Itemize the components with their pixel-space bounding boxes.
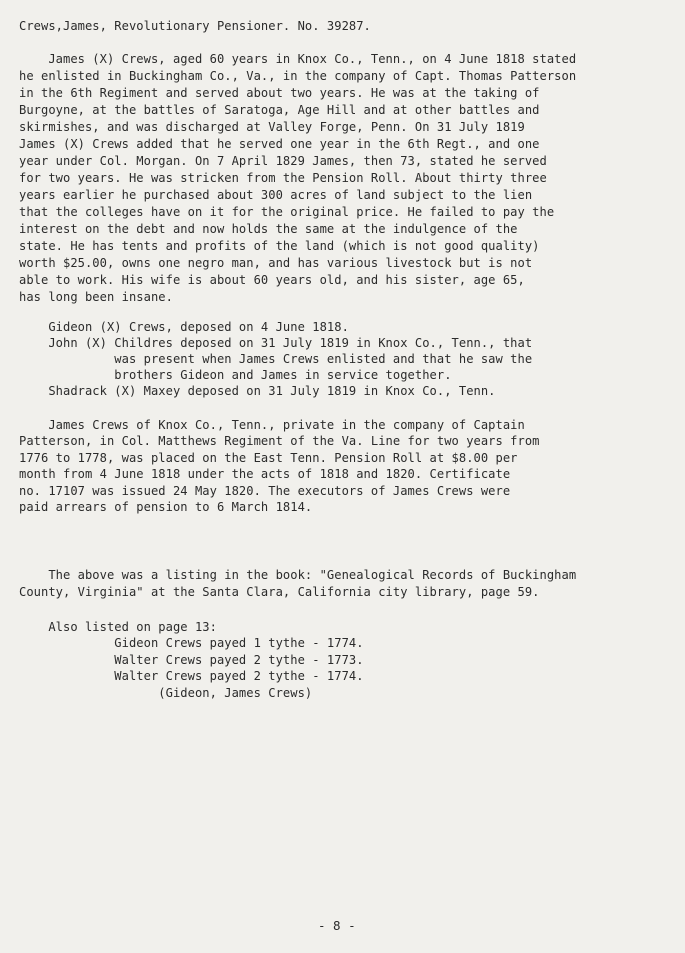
- text-line: interest on the debt and now holds the same at the indulgence of the: [19, 222, 518, 236]
- text-line: no. 17107 was issued 24 May 1820. The executors of James Crews were: [19, 484, 511, 498]
- text-line: year under Col. Morgan. On 7 April 1829 James, then 73, stated he served: [19, 154, 547, 168]
- text-line: that the colleges have on it for the original price. He failed to pay the: [19, 205, 555, 219]
- text-line: skirmishes, and was discharged at Valley Forge, Penn. On 31 July 1819: [19, 120, 525, 134]
- list-item: Walter Crews payed 2 tythe - 1774.: [19, 669, 364, 683]
- text-line: James (X) Crews added that he served one year in the 6th Regt., and one: [19, 137, 540, 151]
- text-line: years earlier he purchased about 300 acres of land subject to the lien: [19, 188, 533, 202]
- text-line: James Crews of Knox Co., Tenn., private in the company of Captain: [19, 418, 525, 432]
- text-line: Burgoyne, at the battles of Saratoga, Age Hill and at other battles and: [19, 103, 540, 117]
- deposition-item: Gideon (X) Crews, deposed on 4 June 1818.: [19, 320, 349, 334]
- text-line: he enlisted in Buckingham Co., Va., in the company of Capt. Thomas Patterson: [19, 69, 577, 83]
- text-line: worth $25.00, owns one negro man, and has various livestock but is not: [19, 256, 533, 270]
- text-line: for two years. He was stricken from the Pension Roll. About thirty three: [19, 171, 547, 185]
- list-heading: Also listed on page 13:: [19, 620, 217, 634]
- deposition-item: was present when James Crews enlisted and that he saw the: [19, 352, 533, 366]
- deposition-item: John (X) Childres deposed on 31 July 1819 in Knox Co., Tenn., that: [19, 336, 533, 350]
- text-line: paid arrears of pension to 6 March 1814.: [19, 500, 313, 514]
- list-item: (Gideon, James Crews): [19, 686, 313, 700]
- text-line: County, Virginia" at the Santa Clara, California city library, page 59.: [19, 585, 540, 599]
- deposition-item: brothers Gideon and James in service together.: [19, 368, 452, 382]
- text-line: has long been insane.: [19, 290, 173, 304]
- text-line: The above was a listing in the book: "Genealogical Records of Buckingham: [19, 568, 577, 582]
- page-number: - 8 -: [318, 918, 356, 933]
- list-item: Walter Crews payed 2 tythe - 1773.: [19, 653, 364, 667]
- text-line: able to work. His wife is about 60 years old, and his sister, age 65,: [19, 273, 525, 287]
- text-line: 1776 to 1778, was placed on the East Tenn. Pension Roll at $8.00 per: [19, 451, 518, 465]
- deposition-item: Shadrack (X) Maxey deposed on 31 July 1819 in Knox Co., Tenn.: [19, 384, 496, 398]
- text-line: in the 6th Regiment and served about two years. He was at the taking of: [19, 86, 540, 100]
- text-line: state. He has tents and profits of the land (which is not good quality): [19, 239, 540, 253]
- text-line: James (X) Crews, aged 60 years in Knox Co., Tenn., on 4 June 1818 stated: [19, 52, 577, 66]
- text-line: month from 4 June 1818 under the acts of 1818 and 1820. Certificate: [19, 467, 511, 481]
- document-header: Crews,James, Revolutionary Pensioner. No. 39287.: [19, 19, 371, 33]
- text-line: Patterson, in Col. Matthews Regiment of the Va. Line for two years from: [19, 434, 540, 448]
- list-item: Gideon Crews payed 1 tythe - 1774.: [19, 636, 364, 650]
